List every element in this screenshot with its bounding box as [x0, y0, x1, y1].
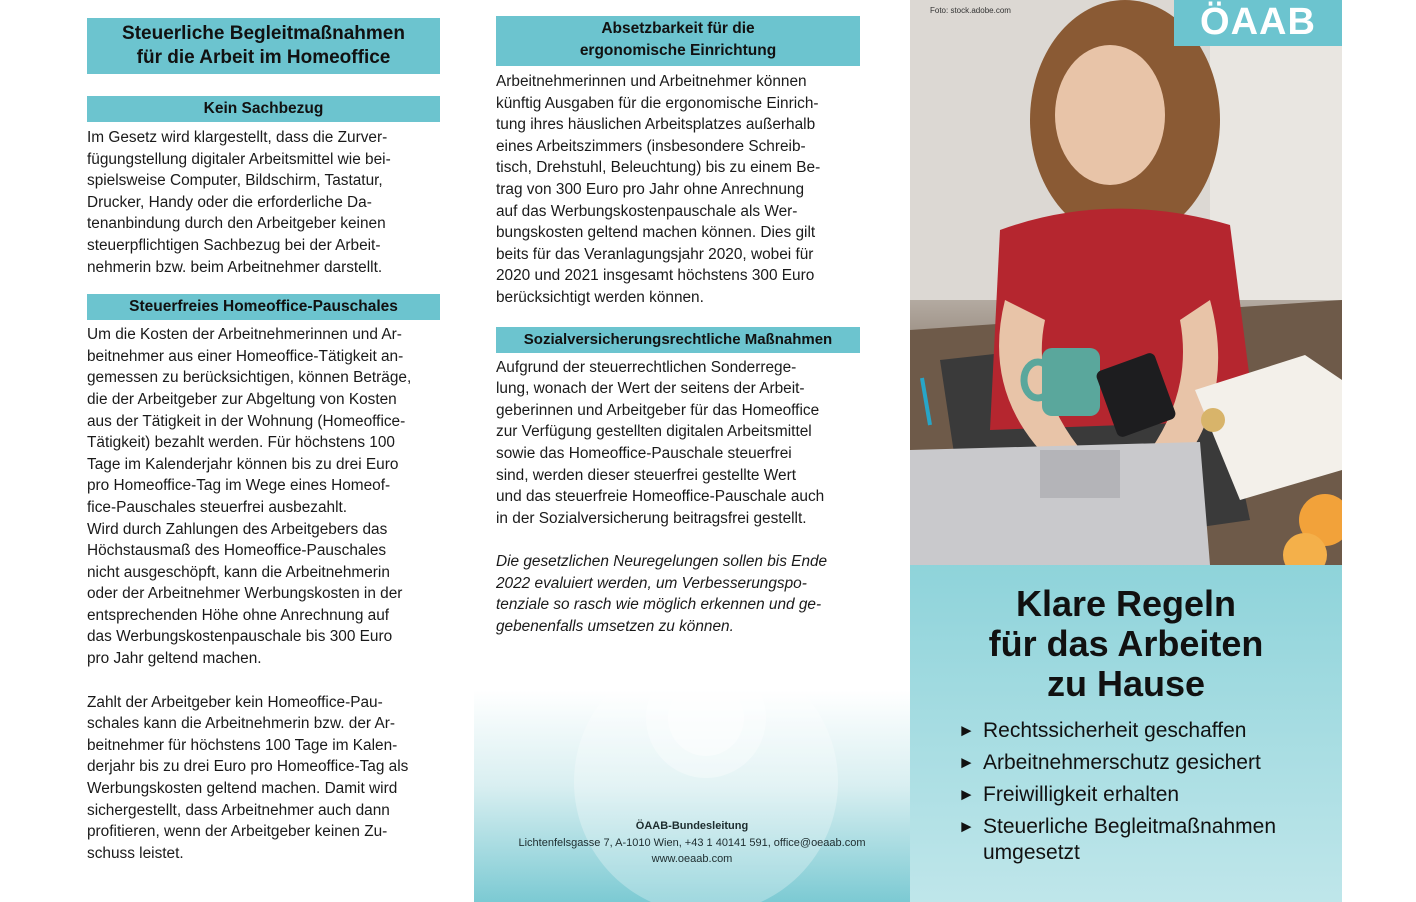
woman-at-laptop-illustration — [910, 0, 1342, 565]
footer-org: ÖAAB-Bundesleitung — [635, 820, 749, 832]
text-line: auf das Werbungskostenpauschale als Wer- — [496, 202, 798, 220]
bullet-text: Arbeitnehmerschutz gesichert — [983, 751, 1261, 774]
heading-line1: Absetzbarkeit für die — [601, 20, 755, 37]
right-panel — [910, 0, 1342, 902]
footer-address[interactable]: Lichtenfelsgasse 7, A-1010 Wien, +43 1 40141 591, office@oeaab.com — [518, 836, 866, 849]
text-line: in der Sozialversicherung beitragsfrei gestellt. — [496, 509, 807, 527]
bullet-list — [958, 718, 1338, 866]
heading-sozialversicherung: Sozialversicherungsrechtliche Maßnahmen — [496, 327, 860, 353]
heading-line2: ergonomische Einrichtung — [579, 42, 777, 59]
bullet-arrow-icon: ► — [958, 817, 975, 836]
section-heading-homeoffice-pauschale: Steuerfreies Homeoffice-Pauschales — [87, 294, 440, 320]
footer-website-link[interactable]: www.oeaab.com — [651, 853, 733, 865]
oeaab-logo — [1174, 0, 1342, 46]
main-heading — [87, 18, 440, 74]
text-line: nicht ausgeschöpft, kann die Arbeitnehmerin — [87, 563, 390, 581]
text-line: fügungstellung digitaler Arbeitsmittel wie bei- — [87, 150, 391, 168]
text-line: Im Gesetz wird klargestellt, dass die Zurver- — [87, 129, 388, 146]
text-line: die der Arbeitgeber zur Abgeltung von Kosten — [87, 390, 397, 408]
text-line: nehmerin bzw. beim Arbeitnehmer darstellt. — [87, 258, 383, 276]
evaluation-note — [496, 551, 860, 637]
main-heading-line2: für die Arbeit im Homeoffice — [136, 47, 391, 68]
heading-ergonomische-einrichtung — [496, 16, 860, 66]
text-line: schuss leistet. — [87, 844, 184, 862]
text-line: das Werbungskostenpauschale bis 300 Euro — [87, 628, 393, 646]
section-ohne-pauschale-text — [87, 692, 440, 865]
text-line: berücksichtigt werden können. — [496, 288, 704, 306]
bullet-text-line1: Steuerliche Begleitmaßnahmen — [983, 815, 1276, 838]
text-line: beits für das Veranlagungsjahr 2020, wobei für — [496, 245, 814, 263]
section-ergonomische-einrichtung-text — [496, 71, 860, 309]
text-line: Um die Kosten der Arbeitnehmerinnen und Ar- — [87, 326, 402, 344]
text-line: tisch, Drehstuhl, Beleuchtung) bis zu einem Be- — [496, 159, 821, 177]
text-line: Zahlt der Arbeitgeber kein Homeoffice-Pau- — [87, 693, 383, 711]
text-line: Aufgrund der steuerrechtlichen Sonderrege- — [496, 358, 797, 376]
main-heading-line1: Steuerliche Begleitmaßnahmen — [122, 23, 405, 44]
text-line: Höchstausmaß des Homeoffice-Pauschales — [87, 542, 387, 560]
brochure-title — [910, 584, 1342, 704]
logo-text: ÖAAB — [1200, 1, 1316, 43]
text-line: steuerpflichtigen Sachbezug bei der Arbeit- — [87, 236, 381, 254]
text-line: Tätigkeit) bezahlt werden. Für höchstens 100 — [87, 434, 395, 452]
homeoffice-photo — [910, 0, 1342, 565]
text-line: lung, wonach der Wert der seitens der Arbeit- — [496, 380, 805, 398]
text-line: Drucker, Handy oder die erforderliche Da- — [87, 193, 372, 211]
text-line: schales kann die Arbeitnehmerin bzw. der Ar- — [87, 715, 395, 733]
text-line: und das steuerfreie Homeoffice-Pauschale auch — [496, 488, 825, 506]
text-line: Arbeitnehmerinnen und Arbeitnehmer können — [496, 73, 807, 90]
text-line: tung ihres häuslichen Arbeitsplatzes außerhalb — [496, 116, 816, 134]
text-line: derjahr bis zu drei Euro pro Homeoffice-Tag als — [87, 758, 409, 776]
text-line: Die gesetzlichen Neuregelungen sollen bis Ende — [496, 553, 828, 571]
text-line: pro Homeoffice-Tag im Wege eines Homeof- — [87, 477, 391, 495]
bullet-item — [958, 718, 1338, 744]
bullet-arrow-icon: ► — [958, 785, 975, 804]
text-line: bungskosten geltend machen können. Dies gilt — [496, 224, 816, 242]
title-line1: Klare Regeln — [1015, 583, 1237, 624]
text-line: Tage im Kalenderjahr können bis zu drei Euro — [87, 455, 399, 473]
text-line: trag von 300 Euro pro Jahr ohne Anrechnung — [496, 180, 805, 198]
text-line: gebenenfalls umsetzen zu können. — [496, 618, 734, 636]
bullet-item — [958, 782, 1338, 808]
text-line: pro Jahr geltend machen. — [87, 650, 262, 668]
text-line: zur Verfügung gestellten digitalen Arbeitsmittel — [496, 423, 812, 441]
text-line: sind, werden dieser steuerfrei gestellte Wert — [496, 466, 796, 484]
text-line: aus der Tätigkeit in der Wohnung (Homeoffice- — [87, 412, 406, 430]
bullet-item — [958, 750, 1338, 776]
text-line: sowie das Homeoffice-Pauschale steuerfrei — [496, 444, 792, 462]
section-homeoffice-pauschale-text — [87, 324, 440, 670]
oeaab-watermark-icon — [474, 690, 910, 902]
bullet-text: Rechtssicherheit geschaffen — [983, 719, 1247, 742]
text-line: eines Arbeitszimmers (insbesondere Schreib- — [496, 137, 806, 155]
text-line: spielsweise Computer, Bildschirm, Tastatur, — [87, 172, 383, 190]
text-line: tenziale so rasch wie möglich erkennen und ge- — [496, 596, 822, 614]
bullet-text: Freiwilligkeit erhalten — [983, 783, 1180, 806]
text-line: künftig Ausgaben für die ergonomische Einrich- — [496, 94, 819, 112]
title-line3: zu Hause — [1046, 663, 1206, 704]
text-line: beitnehmer aus einer Homeoffice-Tätigkeit an- — [87, 347, 404, 365]
text-line: fice-Pauschales steuerfrei ausbezahlt. — [87, 498, 348, 516]
middle-panel — [496, 0, 860, 638]
text-line: entsprechenden Höhe ohne Anrechnung auf — [87, 606, 390, 624]
title-line2: für das Arbeiten — [988, 623, 1264, 664]
text-line: sichergestellt, dass Arbeitnehmer auch dann — [87, 801, 390, 819]
text-line: gemessen zu berücksichtigen, können Beträge, — [87, 369, 412, 387]
middle-footer-background — [474, 690, 910, 902]
bullet-text-line2: umgesetzt — [983, 841, 1080, 864]
text-line: 2020 und 2021 insgesamt höchstens 300 Euro — [496, 267, 815, 285]
section-kein-sachbezug-text — [87, 127, 440, 278]
section-sozialversicherung-text — [496, 357, 860, 530]
text-line: oder der Arbeitnehmer Werbungskosten in der — [87, 585, 403, 603]
text-line: beitnehmer für höchstens 100 Tage im Kalen- — [87, 736, 398, 754]
bullet-arrow-icon: ► — [958, 721, 975, 740]
bullet-item — [958, 814, 1338, 866]
photo-credit: Foto: stock.adobe.com — [930, 6, 1011, 15]
text-line: Wird durch Zahlungen des Arbeitgebers das — [87, 520, 388, 538]
text-line: tenanbindung durch den Arbeitgeber keinen — [87, 215, 386, 233]
bullet-arrow-icon: ► — [958, 753, 975, 772]
footer-contact — [474, 818, 910, 868]
text-line: Werbungskosten geltend machen. Damit wird — [87, 780, 398, 798]
left-panel — [87, 0, 440, 864]
text-line: 2022 evaluiert werden, um Verbesserungspo- — [496, 574, 807, 592]
text-line: profitieren, wenn der Arbeitgeber keinen Zu- — [87, 823, 388, 841]
text-line: geberinnen und Arbeitgeber für das Homeoffice — [496, 401, 820, 419]
bullet-text — [983, 814, 1276, 866]
section-heading-kein-sachbezug: Kein Sachbezug — [87, 96, 440, 122]
